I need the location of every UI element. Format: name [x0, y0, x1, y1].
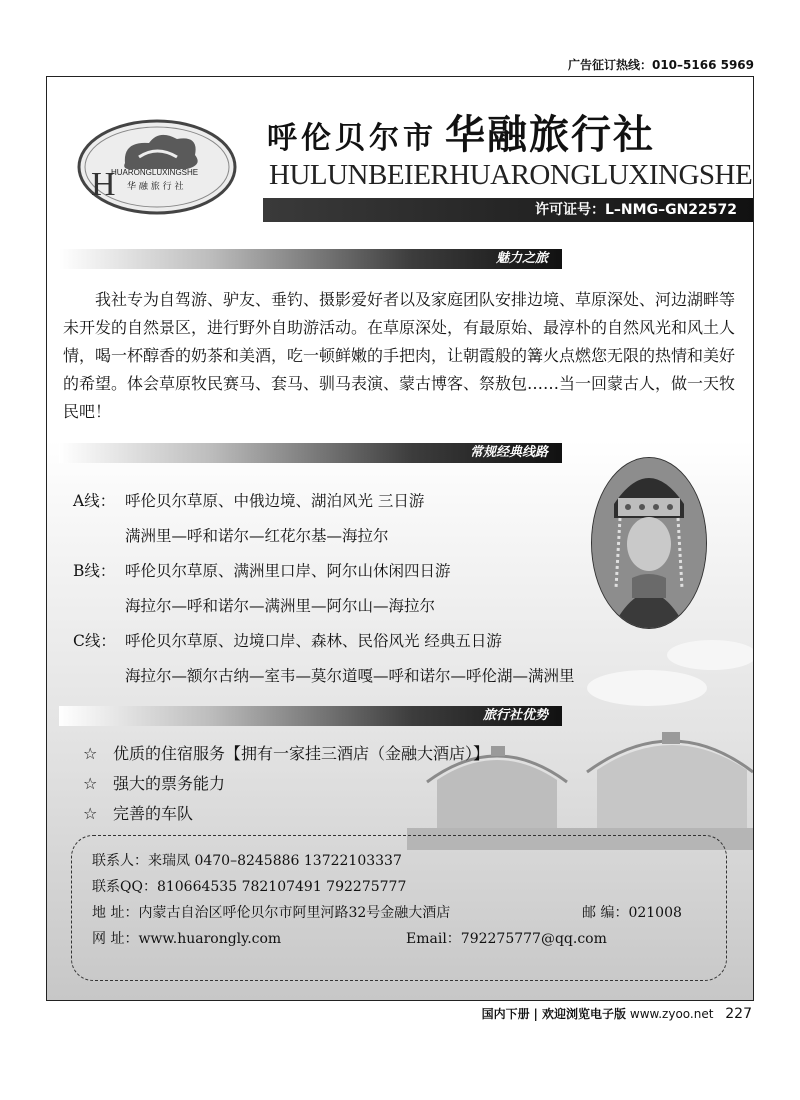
route-list: [73, 484, 575, 694]
route-a-path: 满洲里—呼和诺尔—红花尔基—海拉尔: [125, 527, 389, 545]
route-a-title: [73, 484, 575, 519]
footer-url[interactable]: www.zyoo.net: [629, 1007, 714, 1021]
ad-hotline: 广告征订热线：010–5166 5969: [567, 58, 754, 72]
route-label: A线：: [73, 492, 116, 510]
section-title-routes: 常规经典线路: [469, 445, 548, 460]
logo-latin: HUARONGLUXINGSHE: [111, 168, 199, 177]
contact-postcode: 邮 编：021008: [582, 905, 682, 921]
logo-chinese: 华 融 旅 行 社: [127, 182, 184, 192]
section-title-advantages: 旅行社优势: [482, 708, 548, 723]
advantage-item: ☆ 优质的住宿服务【拥有一家挂三酒店（金融大酒店）】: [83, 739, 489, 769]
route-title: 呼伦贝尔草原、中俄边境、湖泊风光 三日游: [125, 492, 425, 510]
footer-slogan: 欢迎浏览电子版: [542, 1007, 627, 1021]
title-english: HULUNBEIERHUARONGLUXINGSHE: [269, 159, 753, 191]
route-title: 呼伦贝尔草原、边境口岸、森林、民俗风光 经典五日游: [125, 632, 502, 650]
advantage-item: ☆ 完善的车队: [83, 799, 489, 829]
section-bar-routes: [59, 443, 562, 463]
star-icon: ☆: [83, 804, 98, 823]
section-title-charm: 魅力之旅: [495, 251, 548, 266]
advantage-list: [83, 739, 489, 829]
license-bar: 许可证号：L–NMG–GN22572: [263, 198, 753, 222]
contact-email[interactable]: Email：792275777@qq.com: [406, 931, 607, 947]
route-b-path: 海拉尔—呼和诺尔—满洲里—阿尔山—海拉尔: [125, 597, 436, 615]
title-main: 华融旅行社: [445, 111, 655, 158]
contact-address: 地 址：内蒙古自治区呼伦贝尔市阿里河路32号金融大酒店: [92, 905, 451, 921]
section-bar-charm: [59, 249, 562, 269]
contact-person: 联系人：来瑞凤 0470–8245886 13722103337: [92, 853, 402, 869]
contact-qq: 联系QQ：810664535 782107491 792275777: [92, 879, 407, 895]
route-label: C线：: [73, 632, 116, 650]
route-b-title: [73, 554, 575, 589]
logo-letter: H: [91, 166, 116, 203]
intro-paragraph: 我社专为自驾游、驴友、垂钓、摄影爱好者以及家庭团队安排边境、草原深处、河边湖畔等未开发的自然景区，进行野外自助游活动。在草原深处，有最原始、最淳朴的自然风光和风土人情，喝一杯醇香的奶茶和美酒，吃一顿鲜嫩的手把肉，让朝霞般的篝火点燃您无限的热情和美好的希望。体会草原牧民赛马、套马、驯马表演、蒙古博客、祭敖包……当一回蒙古人，做一天牧民吧！: [63, 290, 736, 421]
contact-web-row: [92, 926, 726, 952]
advantage-item: ☆ 强大的票务能力: [83, 769, 489, 799]
contact-box: [71, 835, 727, 981]
star-icon: ☆: [83, 744, 98, 763]
mongolian-woman-portrait: [591, 457, 707, 629]
page-number: 227: [725, 1006, 752, 1022]
section-bar-advantages: [59, 706, 562, 726]
star-icon: ☆: [83, 774, 98, 793]
footer-section: 国内下册: [481, 1007, 530, 1021]
route-c-path: 海拉尔—额尔古纳—室韦—莫尔道嘎—呼和诺尔—呼伦湖—满洲里: [125, 667, 575, 685]
page-title: [267, 103, 655, 160]
page-footer: 国内下册 | 欢迎浏览电子版 www.zyoo.net 227: [481, 1006, 752, 1022]
contact-address-row: [92, 900, 726, 926]
title-prefix: 呼伦贝尔市: [267, 121, 437, 156]
ad-frame: [46, 76, 754, 1001]
route-c-title: [73, 624, 575, 659]
route-label: B线：: [73, 562, 116, 580]
contact-website[interactable]: 网 址：www.huarongly.com: [92, 931, 282, 947]
route-title: 呼伦贝尔草原、满洲里口岸、阿尔山休闲四日游: [125, 562, 451, 580]
company-logo: [77, 117, 237, 217]
